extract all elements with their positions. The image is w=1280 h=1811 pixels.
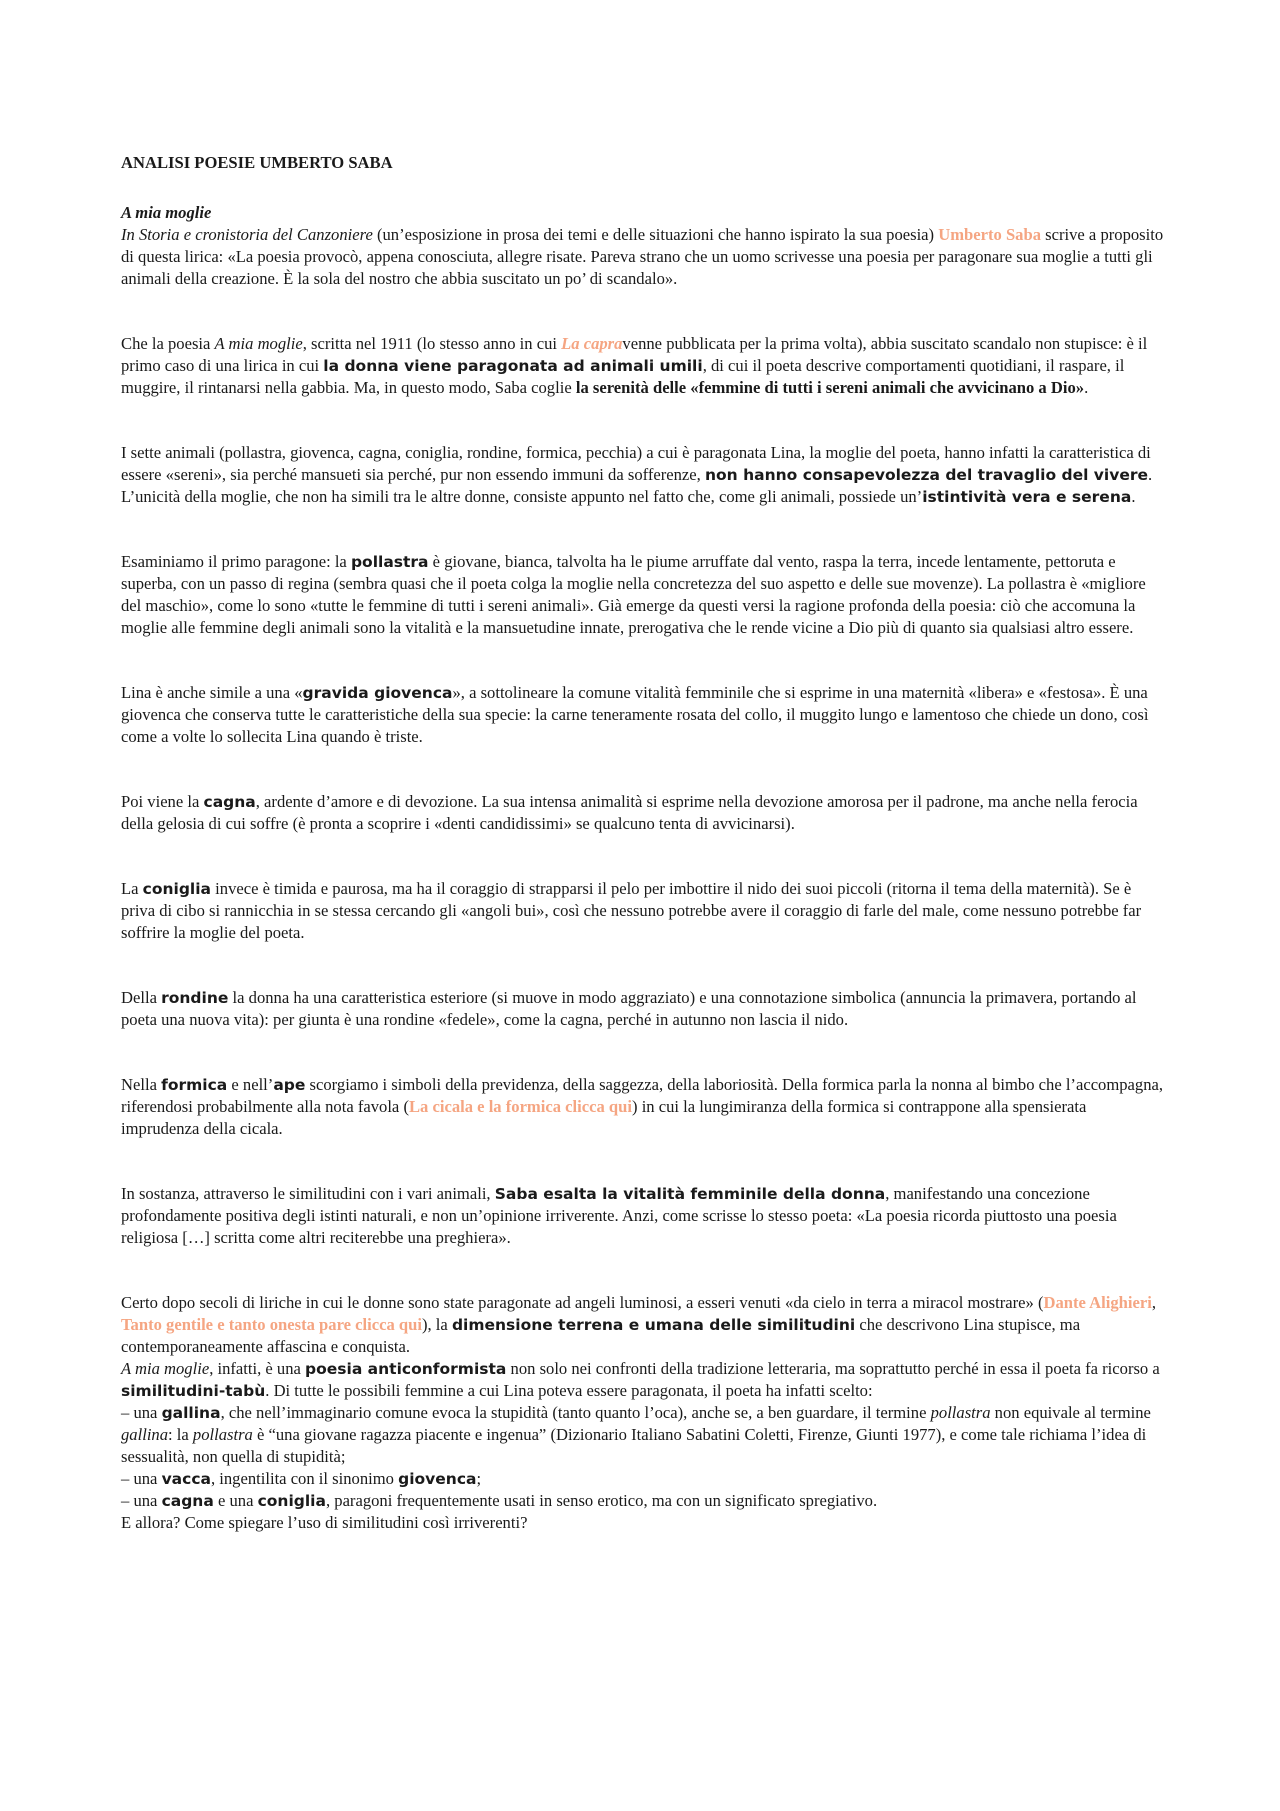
bold-text: rondine <box>161 989 229 1007</box>
paragraph-11: Certo dopo secoli di liriche in cui le donne sono state paragonate ad angeli luminosi, a esseri venuti «da cielo in terra a miracol mostrare» (Dante Alighieri, Tanto gentile e tanto onesta pare clicca qui), la dimensione terrena e umana delle similitudini che descrivono Lina stupisce, ma contemporaneamente affascina e conquista. <box>121 1293 1156 1356</box>
bold-text: Saba esalta la vitalità femminile della donna <box>494 1185 886 1203</box>
bold-text: coniglia <box>142 880 212 898</box>
bold-text: gravida giovenca <box>302 684 453 702</box>
list-item: – una cagna e una coniglia, paragoni frequentemente usati in senso erotico, ma con un significato spregiativo. <box>121 1491 878 1510</box>
italic-text: A mia moglie <box>214 334 303 353</box>
bold-text: similitudini-tabù <box>121 1382 266 1400</box>
paragraph-10: In sostanza, attraverso le similitudini con i vari animali, Saba esalta la vitalità femminile della donna, manifestando una concezione profondamente positiva degli istinti naturali, e non un’opinione irriverente. Anzi, come scrisse lo stesso poeta: «La poesia ricorda piuttosto una poesia religiosa […] scritta come altri reciterebbe una preghiera». <box>121 1184 1117 1247</box>
bold-text: ape <box>273 1076 306 1094</box>
bold-text: la serenità delle «femmine di tutti i sereni animali che avvicinano a Dio» <box>575 378 1085 397</box>
link-tanto-gentile[interactable]: Tanto gentile e tanto onesta pare clicca qui <box>121 1315 422 1334</box>
bold-text: pollastra <box>350 553 429 571</box>
bold-text: non hanno consapevolezza del travaglio del vivere <box>704 466 1148 484</box>
document-page <box>121 152 1166 1534</box>
paragraph-3: I sette animali (pollastra, giovenca, cagna, coniglia, rondine, formica, pecchia) a cui è paragonata Lina, la moglie del poeta, hanno infatti la caratteristica di essere «sereni», sia perché mansueti sia perché, pur non essendo immuni da sofferenze, non hanno consapevolezza del travaglio del vivere. L’unicità della moglie, che non ha simili tra le altre donne, consiste appunto nel fatto che, come gli animali, possiede un’istintività vera e serena. <box>121 443 1153 506</box>
list-item: – una gallina, che nell’immaginario comune evoca la stupidità (tanto quanto l’oca), anche se, a ben guardare, il termine pollastra non equivale al termine gallina: la pollastra è “una giovane ragazza piacente e ingenua” (Dizionario Italiano Sabatini Coletti, Firenze, Giunti 1977), e come tale richiama l’idea di sessualità, non quella di stupidità; <box>121 1403 1151 1466</box>
paragraph-13: E allora? Come spiegare l’uso di similitudini così irriverenti? <box>121 1513 528 1532</box>
paragraph-12: A mia moglie, infatti, è una poesia anticonformista non solo nei confronti della tradizione letteraria, ma soprattutto perché in essa il poeta fa ricorso a similitudini-tabù. Di tutte le possibili femmine a cui Lina poteva essere paragonata, il poeta ha infatti scelto: <box>121 1359 1160 1400</box>
bold-text: dimensione terrena e umana delle similitudini <box>451 1316 856 1334</box>
link-dante-alighieri[interactable]: Dante Alighieri <box>1043 1293 1152 1312</box>
list-item: – una vacca, ingentilita con il sinonimo giovenca; <box>121 1469 482 1488</box>
bold-text: formica <box>161 1076 228 1094</box>
paragraph-5: Lina è anche simile a una «gravida giovenca», a sottolineare la comune vitalità femminile che si esprime in una maternità «libera» e «festosa». È una giovenca che conserva tutte le caratteristiche della sua specie: la carne teneramente rosata del collo, il muggito lungo e lamentoso che chiede un dono, così come a volte lo sollecita Lina quando è triste. <box>121 683 1149 746</box>
paragraph-1: In Storia e cronistoria del Canzoniere (un’esposizione in prosa dei temi e delle situazioni che hanno ispirato la sua poesia) Umberto Saba scrive a proposito di questa lirica: «La poesia provocò, appena conosciuta, allegre risate. Pareva strano che un uomo scrivesse una poesia per paragonare sua moglie a tutti gli animali della creazione. È la sola del nostro che abbia suscitato un po’ di scandalo». <box>121 225 1164 288</box>
bold-text: cagna <box>203 793 256 811</box>
document-title: ANALISI POESIE UMBERTO SABA <box>121 153 393 172</box>
paragraph-7: La coniglia invece è timida e paurosa, ma ha il coraggio di strapparsi il pelo per imbottire il nido dei suoi piccoli (ritorna il tema della maternità). Se è priva di cibo si rannicchia in se stessa cercando gli «angoli bui», così che nessuno potrebbe avere il coraggio di farle del male, come nessuno potrebbe far soffrire la moglie del poeta. <box>121 879 1142 942</box>
paragraph-2: Che la poesia A mia moglie, scritta nel 1911 (lo stesso anno in cui La capravenne pubblicata per la prima volta), abbia suscitato scandalo non stupisce: è il primo caso di una lirica in cui la donna viene paragonata ad animali umili, di cui il poeta descrive comportamenti quotidiani, il raspare, il muggire, il rintanarsi nella gabbia. Ma, in questo modo, Saba coglie la serenità delle «femmine di tutti i sereni animali che avvicinano a Dio». <box>121 334 1148 397</box>
bold-text: la donna viene paragonata ad animali umili <box>323 357 703 375</box>
italic-text: A mia moglie <box>121 1359 210 1378</box>
italic-text: In Storia e cronistoria del Canzoniere <box>121 225 373 244</box>
bold-text: poesia anticonformista <box>305 1360 507 1378</box>
section-subtitle: A mia moglie <box>121 203 212 222</box>
link-umberto-saba[interactable]: Umberto Saba <box>938 225 1042 244</box>
bold-text: istintività vera e serena <box>922 488 1132 506</box>
paragraph-4: Esaminiamo il primo paragone: la pollastra è giovane, bianca, talvolta ha le piume arruffate dal vento, raspa la terra, incede lentamente, pettoruta e superba, con un passo di regina (sembra quasi che il poeta colga la moglie nella concretezza del suo aspetto e delle sue movenze). La pollastra è «migliore del maschio», come lo sono «tutte le femmine di tutti i sereni animali». Già emerge da questi versi la ragione profonda della poesia: ciò che accomuna la moglie alle femmine degli animali sono la vitalità e la mansuetudine innate, prerogativa che le rende vicine a Dio più di quanto sia qualsiasi altro essere. <box>121 552 1146 637</box>
paragraph-6: Poi viene la cagna, ardente d’amore e di devozione. La sua intensa animalità si esprime nella devozione amorosa per il padrone, ma anche nella ferocia della gelosia di cui soffre (è pronta a scoprire i «denti candidissimi» se qualcuno tenta di avvicinarsi). <box>121 792 1138 833</box>
link-la-capra[interactable]: La capra <box>561 334 623 353</box>
link-la-cicala-e-la-formica[interactable]: La cicala e la formica clicca qui <box>408 1097 633 1116</box>
paragraph-9: Nella formica e nell’ape scorgiamo i simboli della previdenza, della saggezza, della laboriosità. Della formica parla la nonna al bimbo che l’accompagna, riferendosi probabilmente alla nota favola (La cicala e la formica clicca qui) in cui la lungimiranza della formica si contrappone alla spensierata imprudenza della cicala. <box>121 1075 1164 1138</box>
paragraph-8: Della rondine la donna ha una caratteristica esteriore (si muove in modo aggraziato) e una connotazione simbolica (annuncia la primavera, portando al poeta una nuova vita): per giunta è una rondine «fedele», come la cagna, perché in autunno non lascia il nido. <box>121 988 1137 1029</box>
